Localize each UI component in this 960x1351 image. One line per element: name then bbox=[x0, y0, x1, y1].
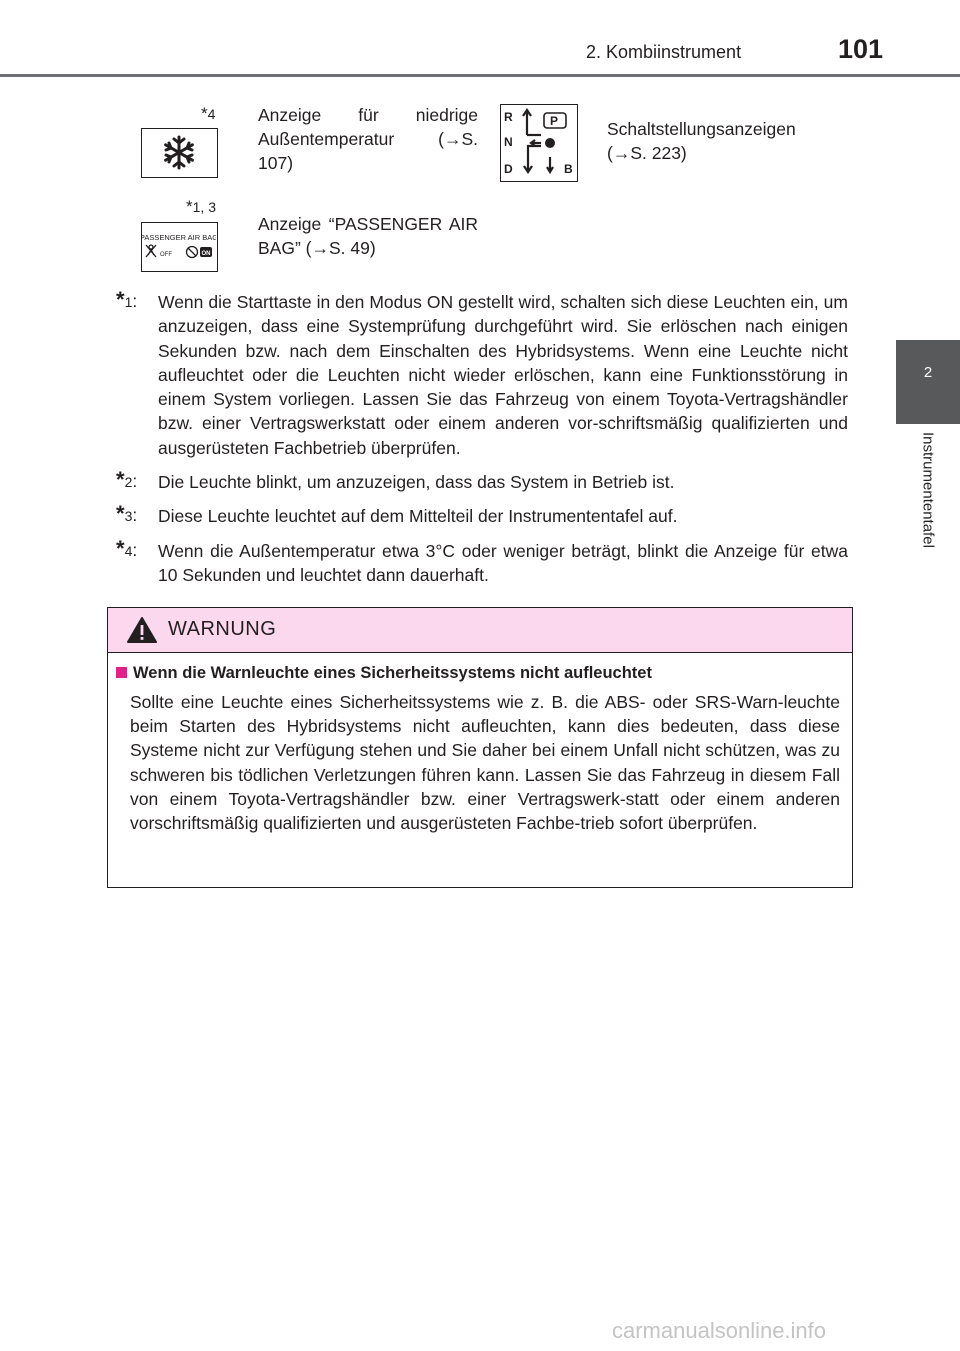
footnote bbox=[116, 535, 848, 588]
shift-position-icon-box bbox=[500, 104, 578, 182]
section-title: 2. Kombiinstrument bbox=[586, 42, 742, 62]
shift-letter-b: B bbox=[564, 162, 573, 176]
footnote-text: Wenn die Außentemperatur etwa 3°C oder weniger beträgt, blinkt die Anzeige für etwa 10 Sekunden und leuchtet dann dauerhaft. bbox=[158, 540, 848, 585]
shift-letter-d: D bbox=[504, 162, 513, 176]
footnote-key: *1: bbox=[116, 287, 138, 312]
page-number: 101 bbox=[838, 34, 884, 64]
footnote-text: Wenn die Starttaste in den Modus ON gestellt wird, schalten sich diese Leuchten ein, um anzuzeigen, dass eine Systemprüfung durchgeführt wird. Sie erlöschen nach einigen Sekunden bzw. nach dem Einschalten des Hybridsystems. Wenn eine Leuchte nicht aufleuchtet oder die Leuchten nicht wieder erlöschen, kann eine Funktionsstörung in einem System vorliegen. Lassen Sie das Fahrzeug von einem Toyota-Vertragshändler bzw. einer Vertragswerkstatt oder einem anderen vor-schriftsmäßig qualifizierten und ausgerüsteten Fachbetrieb überprüfen. bbox=[158, 292, 848, 458]
shift-letter-r: R bbox=[504, 110, 513, 124]
passenger-airbag-icon-box bbox=[141, 222, 218, 272]
shift-position-icon bbox=[501, 105, 576, 180]
chapter-label: Instrumententafel bbox=[919, 432, 937, 548]
footnote bbox=[116, 501, 848, 528]
warning-body: Sollte eine Leuchte eines Sicherheitssystems wie z. B. die ABS- oder SRS-Warn-leuchte beim Starten des Hybridsystems nicht aufleuchten, kann dies bedeuten, dass diese Systeme nicht zur Verfügung stehen und Sie daher bei einem Unfall nicht schützen, was zu schweren bis tödlichen Verletzungen führen kann. Lassen Sie das Fahrzeug in diesem Fall von einem Toyota-Vertragshändler bzw. einer Vertragswerk-statt oder einem anderen vorschriftsmäßig qualifizierten und ausgerüsteten Fachbe-trieb sofort überprüfen. bbox=[130, 692, 840, 834]
footnote-key: *2: bbox=[116, 467, 138, 493]
footnote-text: Diese Leuchte leuchtet auf dem Mittelteil der Instrumententafel auf. bbox=[158, 506, 678, 527]
passenger-airbag-icon bbox=[142, 223, 216, 270]
footnote-text: Die Leuchte blinkt, um anzuzeigen, dass das System in Betrieb ist. bbox=[158, 472, 675, 493]
footnotes bbox=[116, 287, 848, 597]
warning-header bbox=[108, 608, 852, 653]
chapter-tab bbox=[896, 340, 960, 424]
airbag-title-label: PASSENGER AIR BAG bbox=[142, 233, 216, 242]
indicator-description: Schaltstellungsanzeigen (→S. 223) bbox=[607, 119, 796, 163]
airbag-off-label: OFF bbox=[160, 252, 172, 258]
footnote bbox=[116, 467, 848, 494]
airbag-on-label: ON bbox=[201, 251, 211, 257]
snowflake-icon bbox=[142, 129, 216, 176]
warning-triangle-icon bbox=[126, 616, 158, 644]
indicator-marker: *4 bbox=[201, 104, 216, 123]
warning-subheading: Wenn die Warnleuchte eines Sicherheitssystems nicht aufleuchtet bbox=[116, 664, 652, 683]
shift-letter-n: N bbox=[504, 135, 513, 149]
chapter-number: 2 bbox=[923, 364, 933, 381]
indicator-description: Anzeige “PASSENGER AIR BAG” (→S. 49) bbox=[258, 214, 478, 258]
indicator-description: Anzeige für niedrige Außentemperatur (→S. 107) bbox=[258, 105, 478, 173]
snowflake-icon-box bbox=[141, 128, 218, 178]
warning-title: WARNUNG bbox=[168, 618, 277, 640]
shift-letter-p: P bbox=[550, 114, 559, 128]
bullet-square-icon bbox=[116, 667, 127, 678]
warning-box bbox=[107, 607, 853, 888]
footnote bbox=[116, 287, 848, 460]
header-divider bbox=[0, 74, 960, 77]
watermark: carmanualsonline.info bbox=[612, 1318, 827, 1343]
indicator-marker: *1, 3 bbox=[186, 197, 216, 216]
footnote-key: *3: bbox=[116, 501, 138, 527]
chapter-label-container bbox=[896, 432, 960, 577]
footnote-key: *4: bbox=[116, 535, 138, 561]
